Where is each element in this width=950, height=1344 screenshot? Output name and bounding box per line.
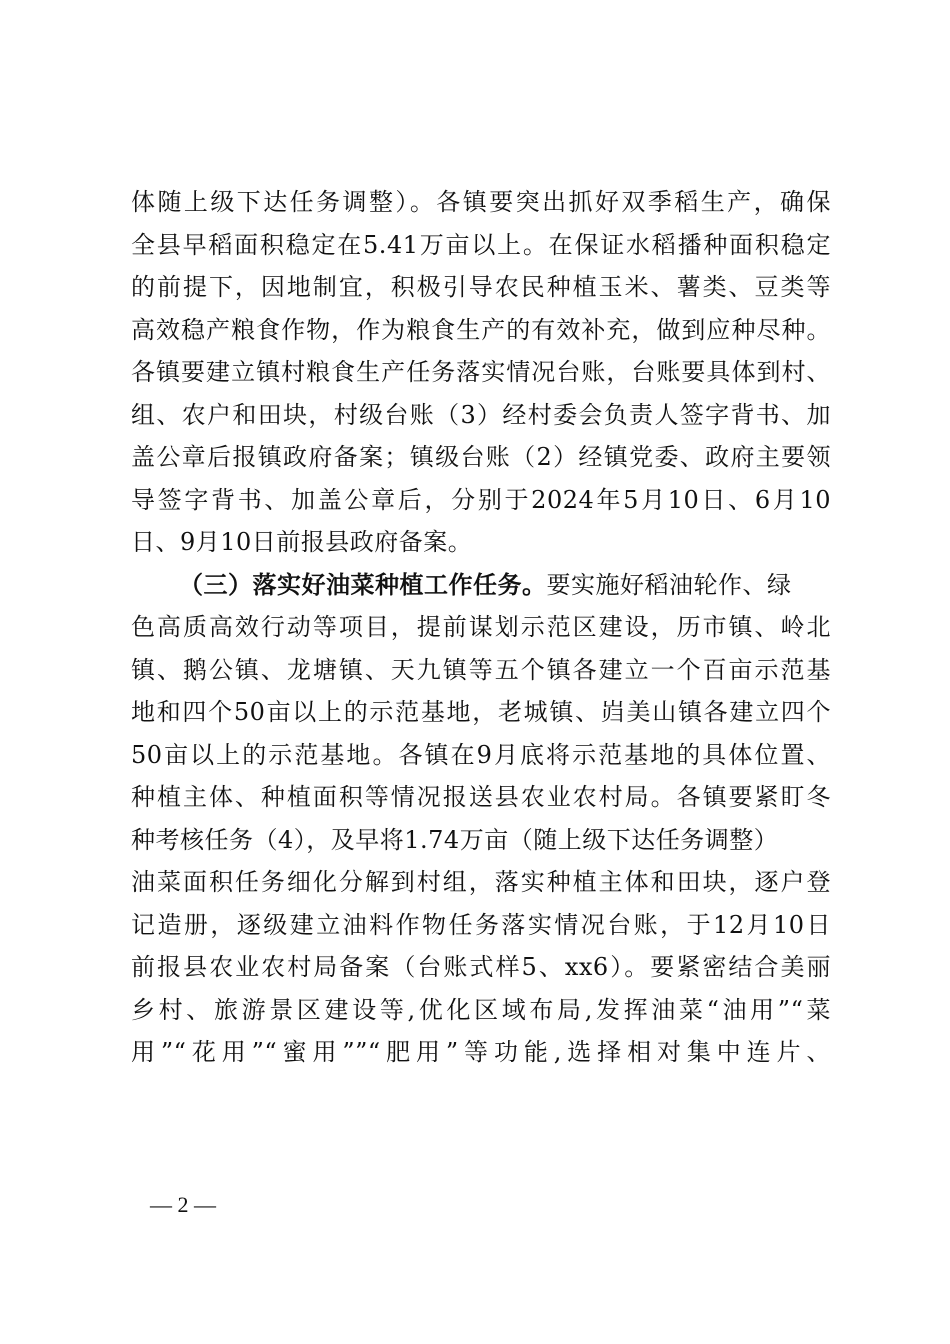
- text-line: 50亩以上的示范基地。各镇在9月底将示范基地的具体位置、: [131, 740, 831, 769]
- text-line: 全县早稻面积稳定在5.41万亩以上。在保证水稻播种面积稳定: [131, 230, 831, 259]
- text-line: 种植主体、种植面积等情况报送县农业农村局。各镇要紧盯冬: [131, 783, 831, 811]
- text-line: 盖公章后报镇政府备案；镇级台账（2）经镇党委、政府主要领: [131, 443, 831, 471]
- body-text: [131, 181, 831, 1074]
- text-line: 地和四个50亩以上的示范基地，老城镇、岿美山镇各建立四个: [131, 698, 831, 726]
- section-3-heading: （三）落实好油菜种植工作任务。: [179, 569, 547, 599]
- text-line: 各镇要建立镇村粮食生产任务落实情况台账，台账要具体到村、: [131, 358, 831, 386]
- text-line: 油菜面积任务细化分解到村组，落实种植主体和田块，逐户登: [131, 868, 831, 896]
- section-3-first-line: [131, 564, 831, 607]
- section-3-first-line-rest: 要实施好稻油轮作、绿: [546, 570, 792, 599]
- text-line: 前报县农业农村局备案（台账式样5、xx6）。要紧密结合美丽: [131, 953, 831, 981]
- text-line: 色高质高效行动等项目，提前谋划示范区建设，历市镇、岭北: [131, 613, 831, 641]
- text-line: 导签字背书、加盖公章后，分别于2024年5月10日、6月10: [131, 485, 831, 514]
- text-line: 乡村、旅游景区建设等,优化区域布局,发挥油菜“油用”“菜: [131, 995, 831, 1024]
- text-line: 组、农户和田块，村级台账（3）经村委会负责人签字背书、加: [131, 400, 831, 429]
- text-line: 镇、鹅公镇、龙塘镇、天九镇等五个镇各建立一个百亩示范基: [131, 655, 831, 684]
- text-line: 用”“花用”“蜜用””“肥用”等功能,选择相对集中连片、: [131, 1038, 831, 1066]
- text-line: 的前提下，因地制宜，积极引导农民种植玉米、薯类、豆类等: [131, 273, 831, 301]
- text-line: 种考核任务（4），及早将1.74万亩（随上级下达任务调整）: [131, 825, 779, 854]
- page-number: — 2 —: [150, 1192, 216, 1217]
- text-line: 记造册，逐级建立油料作物任务落实情况台账，于12月10日: [131, 910, 831, 939]
- text-line: 高效稳产粮食作物，作为粮食生产的有效补充，做到应种尽种。: [131, 315, 831, 344]
- text-line: 日、9月10日前报县政府备案。: [131, 528, 473, 556]
- text-line: 体随上级下达任务调整）。各镇要突出抓好双季稻生产，确保: [131, 188, 831, 216]
